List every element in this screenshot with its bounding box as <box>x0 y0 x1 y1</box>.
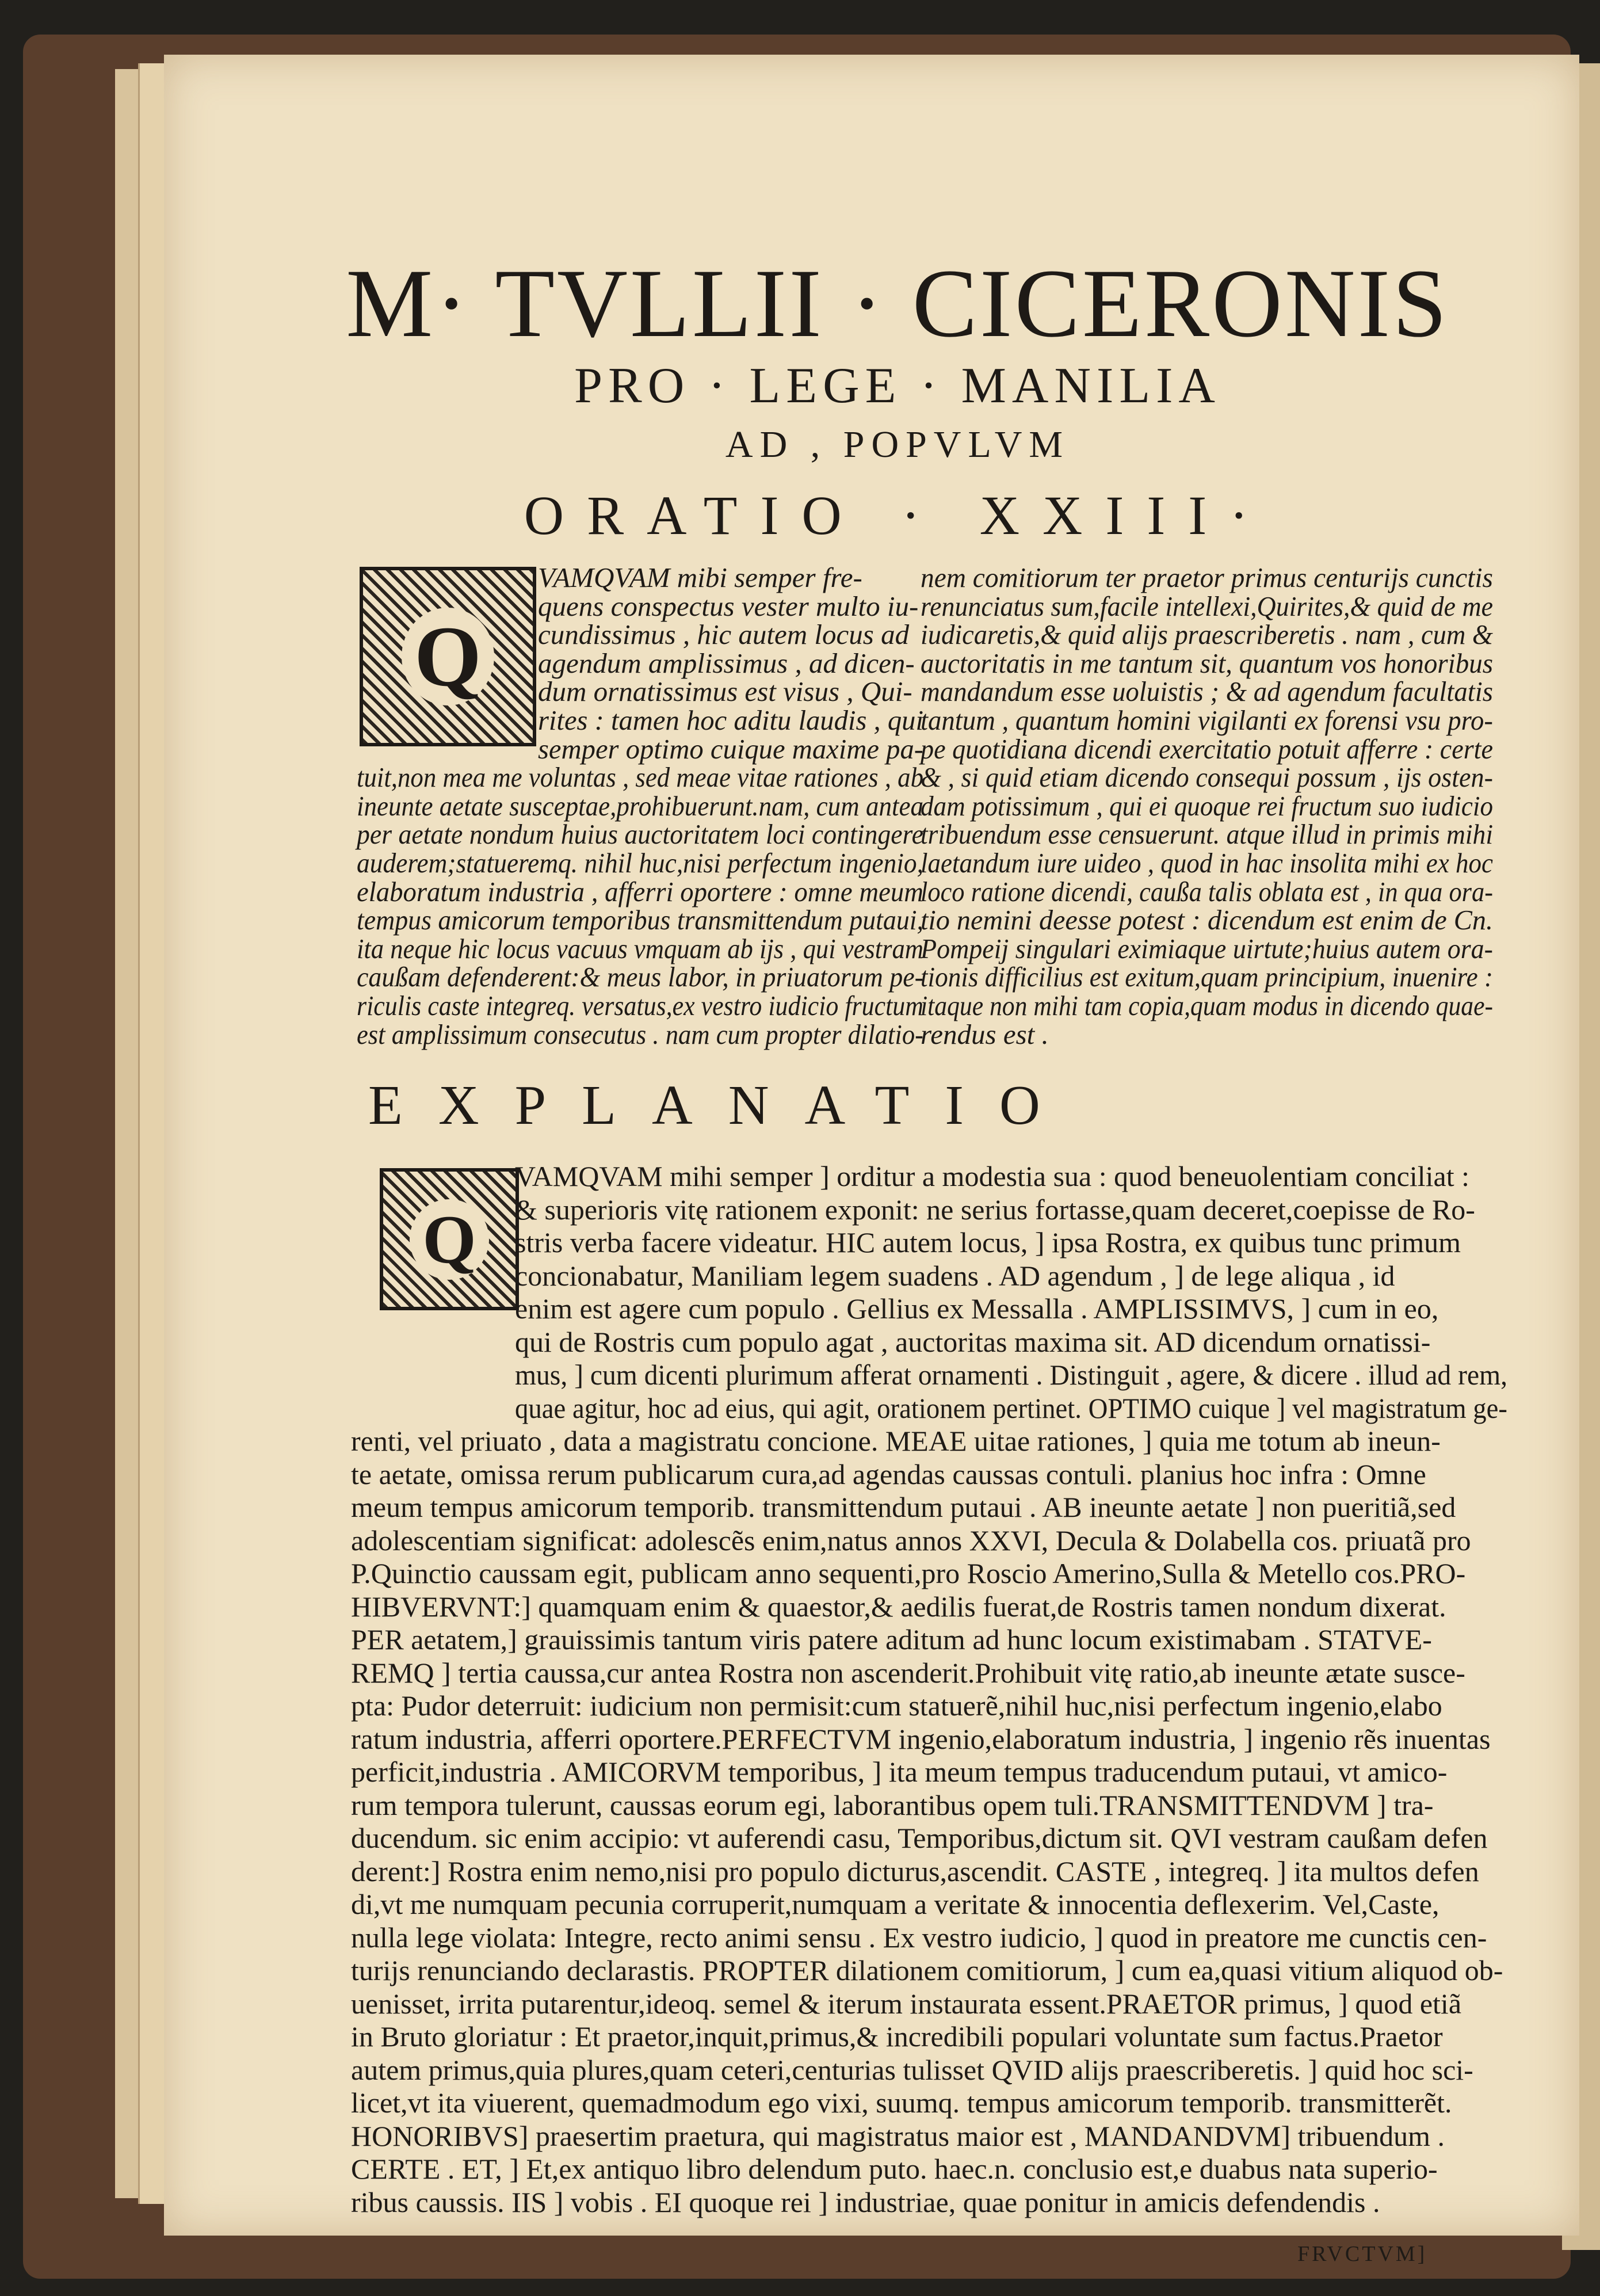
oration-line: tempus amicorum temporibus transmittendum putaui, <box>357 904 923 936</box>
oration-line: loco ratione dicendi, caußa talis oblata est , in qua ora- <box>921 875 1493 907</box>
page-title: M· TVLLII · CICERONIS <box>346 249 1449 357</box>
oration-line: tuit,non mea me voluntas , sed meae vitae rationes , ab <box>357 761 923 794</box>
oration-line: quens conspectus vester multo iu- <box>538 590 919 622</box>
explanatio-line: CERTE . ET, ] Et,ex antiquo libro delendum puto. haec.n. conclusio est,e duabus nata superio- <box>351 2153 1438 2185</box>
drop-cap-letter: Q <box>402 608 494 705</box>
explanatio-line: pta: Pudor deterruit: iudicium non permisit:cum statuerẽ,nihil huc,nisi perfectum ingenio,elabo <box>351 1689 1442 1722</box>
oration-line: riculis caste integreq. versatus,ex vestro iudicio fructum <box>357 990 923 1021</box>
explanatio-line: perficit,industria . AMICORVM temporibus, ] ita meum tempus traducendum putaui, vt amico- <box>351 1756 1448 1788</box>
explanatio-line: & superioris vitę rationem exponit: ne serius fortasse,quam deceret,coepisse de Ro- <box>515 1193 1475 1226</box>
explanatio-line: uenisset, irrita putarentur,ideoq. semel & iterum instaurata essent.PRAETOR primus, ] quod etiã <box>351 1987 1462 2020</box>
explanatio-line: te aetate, omissa rerum publicarum cura,ad agendas caussas contuli. planius hoc infra : Omne <box>351 1458 1426 1490</box>
oration-line: nem comitiorum ter praetor primus centurijs cunctis <box>921 562 1493 593</box>
oration-line: dum ornatissimus est visus , Qui- <box>538 676 912 708</box>
explanatio-line: nulla lege violata: Integre, recto animi sensu . Ex vestro iudicio, ] quod in preatore me cunctis cen- <box>351 1921 1487 1954</box>
explanatio-line: concionabatur, Maniliam legem suadens . AD agendum , ] de lege aliqua , id <box>515 1259 1395 1292</box>
explanatio-line: di,vt me numquam pecunia corruperit,numquam a veritate & innocentia deflexerim. Vel,Caste, <box>351 1888 1439 1920</box>
explanatio-line: mus, ] cum dicenti plurimum afferat ornamenti . Distinguit , agere, & dicere . illud ad rem, <box>515 1359 1507 1391</box>
explanatio-line: rum tempora tulerunt, caussas eorum egi, laborantibus opem tuli.TRANSMITTENDVM ] tra- <box>351 1788 1434 1821</box>
explanatio-line: stris verba facere videatur. HIC autem locus, ] ipsa Rostra, ex quibus tunc primum <box>515 1226 1461 1258</box>
oratio-heading: ORATIO · XXIII· <box>524 485 1271 546</box>
explanatio-line: HIBVERVNT:] quamquam enim & quaestor,& aedilis fuerat,de Rostris tamen nondum dixerat. <box>351 1590 1446 1623</box>
oration-line: tionis difficilius est exitum,quam principium, inuenire : <box>921 961 1493 993</box>
explanatio-line: PER aetatem,] grauissimis tantum viris patere aditum ad hunc locum existimabam . STATVE- <box>351 1623 1432 1656</box>
explanatio-line: ratum industria, afferri oportere.PERFECTVM ingenio,elaboratum industria, ] ingenio rẽs inuentas <box>351 1722 1491 1755</box>
oration-line: rites : tamen hoc aditu laudis , qui <box>538 704 923 736</box>
explanatio-line: turijs renunciando declarastis. PROPTER dilationem comitiorum, ] cum ea,quasi vitium aliquod ob- <box>351 1954 1503 1986</box>
explanatio-line: meum tempus amicorum temporib. transmittendum putaui . AB ineunte aetate ] non pueritiã,sed <box>351 1491 1456 1523</box>
oration-line: auderem;statueremq. nihil huc,nisi perfectum ingenio, <box>357 847 923 879</box>
explanatio-line: renti, vel priuato , data a magistratu concione. MEAE uitae rationes, ] quia me totum ab ineun- <box>351 1425 1441 1457</box>
oration-line: renunciatus sum,facile intellexi,Quirites,& quid de me <box>921 590 1493 622</box>
explanatio-line: enim est agere cum populo . Gellius ex Messalla . AMPLISSIMVS, ] cum in eo, <box>515 1292 1439 1325</box>
oration-line: Pompeij singulari eximiaque uirtute;huius autem ora- <box>921 932 1493 964</box>
oration-right-column <box>921 561 1496 1067</box>
explanatio-line: qui de Rostris cum populo agat , auctoritas maxima sit. AD dicendum ornatissi- <box>515 1325 1431 1358</box>
oration-line: pe quotidiana dicendi exercitatio potuit afferre : certe <box>921 733 1493 765</box>
oration-line: tribuendum esse censuerunt. atque illud in primis mihi <box>921 818 1493 850</box>
explanatio-line: in Bruto gloriatur : Et praetor,inquit,primus,& incredibili populari voluntate sum factus.Praetor <box>351 2020 1443 2053</box>
explanatio-line: derent:] Rostra enim nemo,nisi pro populo dicturus,ascendit. CASTE , integreq. ] ita multos defen <box>351 1855 1479 1887</box>
explanatio-line: ducendum. sic enim accipio: vt auferendi casu, Temporibus,dictum sit. QVI vestram caußam defen <box>351 1822 1488 1854</box>
oration-line: cundissimus , hic autem locus ad <box>538 619 910 651</box>
oration-line: ineunte aetate susceptae,prohibuerunt.nam, cum antea <box>357 790 923 822</box>
explanatio-line: licet,vt ita viuerent, quemadmodum ego vixi, suumq. tempus amicorum temporib. transmitterẽt. <box>351 2087 1452 2119</box>
explanatio-line: quae agitur, hoc ad eius, qui agit, orationem pertinet. OPTIMO cuique ] vel magistratum ge- <box>515 1391 1507 1424</box>
explanatio-line: VAMQVAM mihi semper ] orditur a modestia sua : quod beneuolentiam conciliat : <box>515 1160 1469 1192</box>
explanatio-line: HONORIBVS] praesertim praetura, qui magistratus maior est , MANDANDVM] tribuendum . <box>351 2119 1445 2152</box>
oration-line: agendum amplissimus , ad dicen- <box>538 647 915 679</box>
explanatio-line: autem primus,quia plures,quam ceteri,centurias tulisset QVID alijs praescriberetis. ] quid hoc sci- <box>351 2053 1473 2086</box>
page-subtitle: PRO · LEGE · MANILIA <box>574 358 1221 414</box>
oration-line: est amplissimum consecutus . nam cum propter dilatio- <box>357 1018 923 1050</box>
oration-line: per aetate nondum huius auctoritatem loci contingere <box>357 818 923 850</box>
oration-line: iudicaretis,& quid alijs praescriberetis . nam , cum & <box>921 619 1493 651</box>
oration-line: elaboratum industria , afferri oportere : omne meum <box>357 875 923 907</box>
oration-line: rendus est . <box>921 1018 1049 1050</box>
oration-left-column <box>357 561 926 1067</box>
oration-line: laetandum iure uideo , quod in hac insolita mihi ex hoc <box>921 847 1493 879</box>
explanatio-line: adolescentiam significat: adolescẽs enim,natus annos XXVI, Decula & Dolabella cos. priuatã pro <box>351 1524 1471 1557</box>
oration-line: tio nemini deesse potest : dicendum est enim de Cn. <box>921 904 1493 936</box>
oration-line: tantum , quantum homini vigilanti ex forensi vsu pro- <box>921 704 1493 736</box>
page-subtitle-line: AD , POPVLVM <box>725 424 1070 466</box>
oration-line: VAMQVAM mibi semper fre- <box>538 562 862 593</box>
oration-line: semper optimo cuique maxime pa- <box>538 733 923 765</box>
oration-line: ita neque hic locus vacuus vmquam ab ijs , qui vestram <box>357 932 923 964</box>
explanatio-body <box>351 1160 1513 2241</box>
explanatio-line: P.Quinctio caussam egit, publicam anno sequenti,pro Roscio Amerino,Sulla & Metello cos.PRO- <box>351 1557 1466 1589</box>
oration-line: auctoritatis in me tantum sit, quantum vos honoribus <box>921 647 1493 679</box>
explanatio-line: ribus caussis. IIS ] vobis . EI quoque rei ] industriae, quae ponitur in amicis defendendis . <box>351 2186 1380 2218</box>
oration-line: mandandum esse uoluistis ; & ad agendum facultatis <box>921 676 1493 708</box>
oration-line: & , si quid etiam dicendo consequi possum , ijs osten- <box>921 761 1493 794</box>
catchword: FRVCTVM] <box>1297 2242 1427 2266</box>
oration-line: caußam defenderent:& meus labor, in priuatorum pe- <box>357 961 923 993</box>
drop-cap-letter: Q <box>410 1199 488 1280</box>
oration-line: dam potissimum , qui ei quoque rei fructum suo iudicio <box>921 790 1493 822</box>
oration-line: itaque non mihi tam copia,quam modus in dicendo quae- <box>921 990 1493 1021</box>
explanatio-line: REMQ ] tertia caussa,cur antea Rostra non ascenderit.Prohibuit vitę ratio,ab ineunte ætate susce- <box>351 1656 1465 1689</box>
explanatio-heading: EXPLANATIO <box>368 1074 1076 1136</box>
